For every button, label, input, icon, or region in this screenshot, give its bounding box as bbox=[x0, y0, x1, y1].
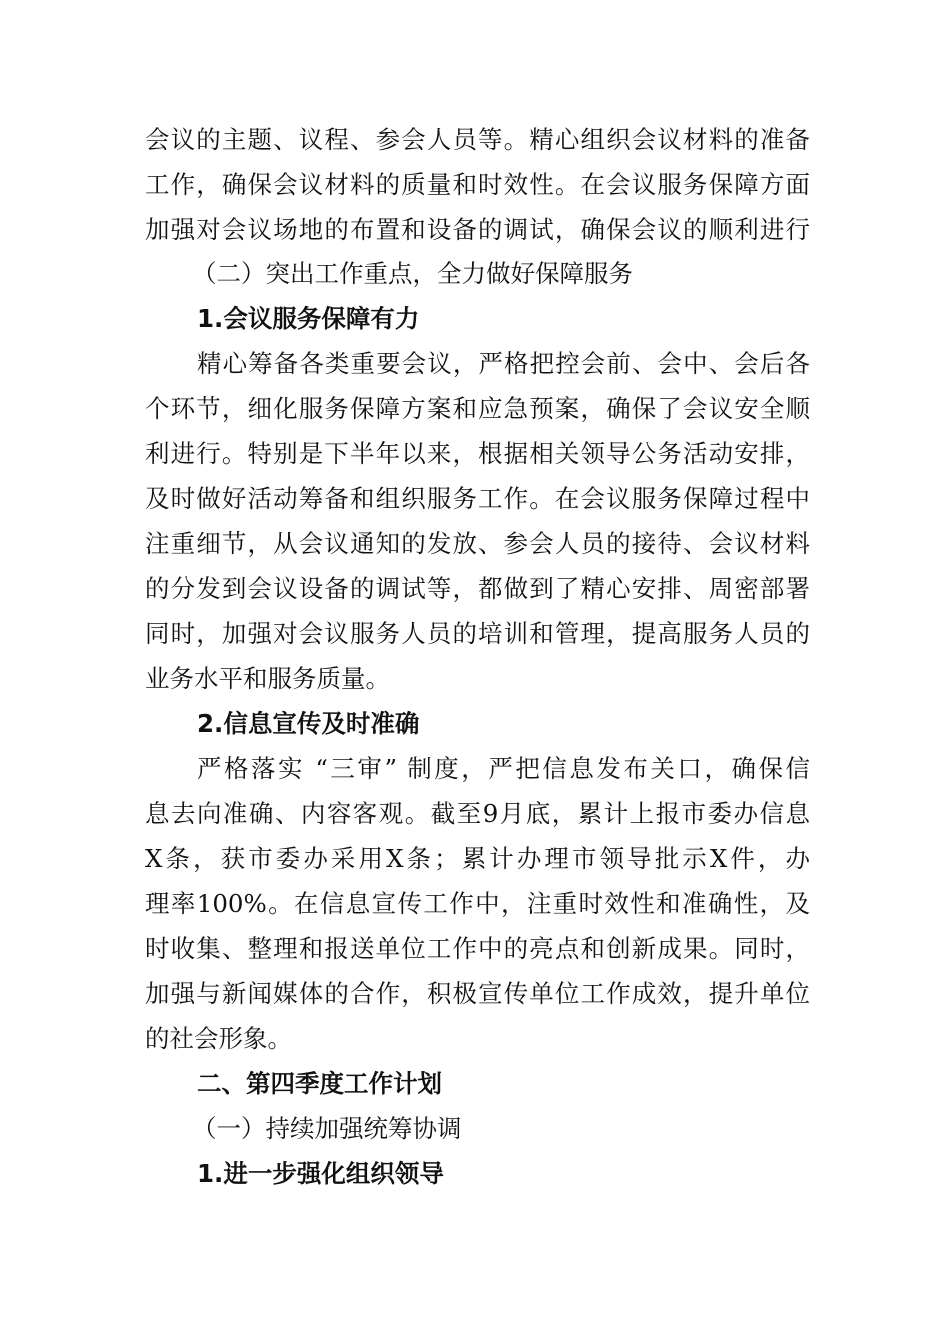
body-text-line: 业务水平和服务质量。 bbox=[145, 664, 390, 693]
body-text-line: 利进行。特别是下半年以来，根据相关领导公务活动安排， bbox=[145, 439, 810, 468]
item-heading: 1.进一步强化组织领导 bbox=[197, 1159, 444, 1188]
body-text-line: 及时做好活动筹备和组织服务工作。在会议服务保障过程中 bbox=[145, 484, 810, 513]
body-text-line: 的社会形象。 bbox=[145, 1024, 292, 1053]
body-text-line: 工作，确保会议材料的质量和时效性。在会议服务保障方面 bbox=[145, 170, 810, 199]
section-heading: （二）突出工作重点，全力做好保障服务 bbox=[192, 259, 633, 288]
body-text-line: 时收集、整理和报送单位工作中的亮点和创新成果。同时， bbox=[145, 934, 810, 963]
item-heading: 2.信息宣传及时准确 bbox=[197, 709, 420, 738]
body-text-line: 息去向准确、内容客观。截至9月底，累计上报市委办信息 bbox=[145, 799, 810, 828]
body-text-line: 注重细节，从会议通知的发放、参会人员的接待、会议材料 bbox=[145, 529, 810, 558]
body-text-line: 理率100%。在信息宣传工作中，注重时效性和准确性，及 bbox=[145, 889, 810, 918]
item-heading: 1.会议服务保障有力 bbox=[197, 304, 420, 333]
body-text-line: 加强对会议场地的布置和设备的调试，确保会议的顺利进行 bbox=[145, 215, 810, 244]
body-text-line: 会议的主题、议程、参会人员等。精心组织会议材料的准备 bbox=[145, 125, 810, 154]
body-text-line: 严格落实 “三审” 制度，严把信息发布关口，确保信 bbox=[197, 754, 810, 783]
part-heading: 二、第四季度工作计划 bbox=[197, 1069, 442, 1098]
body-text-line: 的分发到会议设备的调试等，都做到了精心安排、周密部署 bbox=[145, 574, 810, 603]
section-heading: （一）持续加强统筹协调 bbox=[192, 1114, 462, 1143]
body-text-line: 加强与新闻媒体的合作，积极宣传单位工作成效，提升单位 bbox=[145, 979, 810, 1008]
body-text-line: 精心筹备各类重要会议，严格把控会前、会中、会后各 bbox=[197, 349, 810, 378]
body-text-line: X条，获市委办采用X条；累计办理市领导批示X件，办 bbox=[145, 844, 810, 873]
body-text-line: 同时，加强对会议服务人员的培训和管理，提高服务人员的 bbox=[145, 619, 810, 648]
body-text-line: 个环节，细化服务保障方案和应急预案，确保了会议安全顺 bbox=[145, 394, 810, 423]
